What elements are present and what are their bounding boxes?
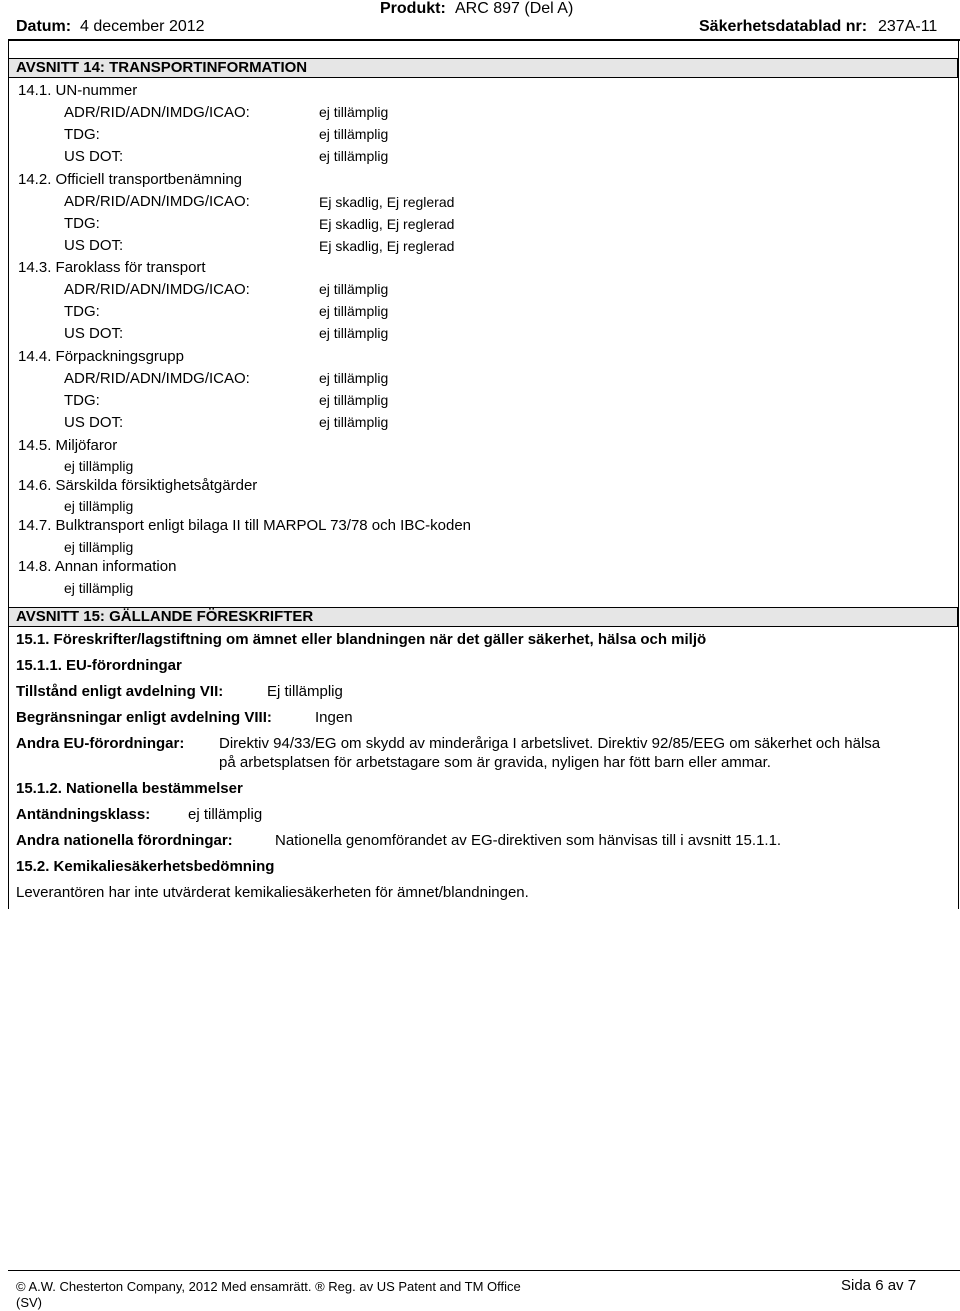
row-label: TDG: [64,215,100,232]
andra-eu-label: Andra EU-förordningar: [16,735,185,752]
heading-14-4: 14.4. Förpackningsgrupp [18,348,184,365]
row-label: ADR/RID/ADN/IMDG/ICAO: [64,370,250,387]
andra-eu-value-line1: Direktiv 94/33/EG om skydd av minderåriga I arbetslivet. Direktiv 92/85/EEG om säkerhet och hälsa [219,735,881,752]
row-value: ej tillämplig [319,126,389,142]
row-label: ADR/RID/ADN/IMDG/ICAO: [64,281,250,298]
heading-14-6: 14.6. Särskilda försiktighetsåtgärder [18,477,258,494]
row-value: Ej skadlig, Ej reglerad [319,238,455,254]
row-label: US DOT: [64,237,124,254]
heading-15-1-1: 15.1.1. EU-förordningar [16,657,182,674]
row-value: ej tillämplig [319,281,389,297]
product-value: ARC 897 (Del A) [455,0,574,17]
sds-number-label: Säkerhetsdatablad nr: [699,18,868,35]
antandning-label: Antändningsklass: [16,806,151,823]
section-value: ej tillämplig [64,539,134,555]
andra-eu-value-line2: på arbetsplatsen för arbetstagare som är gravida, nyligen har fött barn eller ammar. [219,754,771,771]
heading-15-1-2: 15.1.2. Nationella bestämmelser [16,780,243,797]
row-value: ej tillämplig [319,414,389,430]
heading-15-2: 15.2. Kemikaliesäkerhetsbedömning [16,858,275,875]
begransning-value: Ingen [315,709,353,726]
date-label: Datum: [16,18,72,35]
andra-nationella-value: Nationella genomförandet av EG-direktiven som hänvisas till i avsnitt 15.1.1. [275,832,782,849]
footer-divider [8,1270,960,1271]
row-value: ej tillämplig [319,104,389,120]
row-value: ej tillämplig [319,370,389,386]
section-value: ej tillämplig [64,580,134,596]
section-14-title: AVSNITT 14: TRANSPORTINFORMATION [16,59,308,76]
heading-14-5: 14.5. Miljöfaror [18,437,118,454]
row-label: ADR/RID/ADN/IMDG/ICAO: [64,193,250,210]
row-label: US DOT: [64,414,124,431]
heading-14-3: 14.3. Faroklass för transport [18,259,206,276]
row-label: ADR/RID/ADN/IMDG/ICAO: [64,104,250,121]
heading-14-2: 14.2. Officiell transportbenämning [18,171,243,188]
row-value: ej tillämplig [319,392,389,408]
section-14-bar [8,58,958,78]
antandning-value: ej tillämplig [188,806,263,823]
row-label: US DOT: [64,325,124,342]
section-value: ej tillämplig [64,498,134,514]
andra-nationella-label: Andra nationella förordningar: [16,832,233,849]
heading-14-7: 14.7. Bulktransport enligt bilaga II till MARPOL 73/78 och IBC-koden [18,517,472,534]
section-15-bar [8,607,958,627]
section-value: ej tillämplig [64,458,134,474]
sds-number-value: 237A-11 [878,18,938,35]
footer-copyright: © A.W. Chesterton Company, 2012 Med ensamrätt. ® Reg. av US Patent and TM Office [16,1279,521,1294]
begransning-label: Begränsningar enligt avdelning VIII: [16,709,272,726]
frame-left-rule [8,41,9,909]
row-value: ej tillämplig [319,325,389,341]
frame-right-rule [958,41,959,909]
header-divider [8,39,960,41]
date-value: 4 december 2012 [80,18,205,35]
page-number: Sida 6 av 7 [841,1277,917,1294]
footer-language: (SV) [16,1295,42,1310]
heading-14-8: 14.8. Annan information [18,558,177,575]
row-label: TDG: [64,392,100,409]
row-label: US DOT: [64,148,124,165]
row-label: TDG: [64,126,100,143]
kemikaliesakerhet-text: Leverantören har inte utvärderat kemikaliesäkerheten för ämnet/blandningen. [16,884,529,901]
row-label: TDG: [64,303,100,320]
row-value: Ej skadlig, Ej reglerad [319,216,455,232]
product-label: Produkt: [380,0,446,17]
heading-14-1: 14.1. UN-nummer [18,82,138,99]
row-value: ej tillämplig [319,148,389,164]
tillstand-label: Tillstånd enligt avdelning VII: [16,683,224,700]
heading-15-1: 15.1. Föreskrifter/lagstiftning om ämnet eller blandningen när det gäller säkerhet, hälsa och miljö [16,631,707,648]
row-value: ej tillämplig [319,303,389,319]
tillstand-value: Ej tillämplig [267,683,343,700]
section-15-title: AVSNITT 15: GÄLLANDE FÖRESKRIFTER [16,608,314,625]
row-value: Ej skadlig, Ej reglerad [319,194,455,210]
